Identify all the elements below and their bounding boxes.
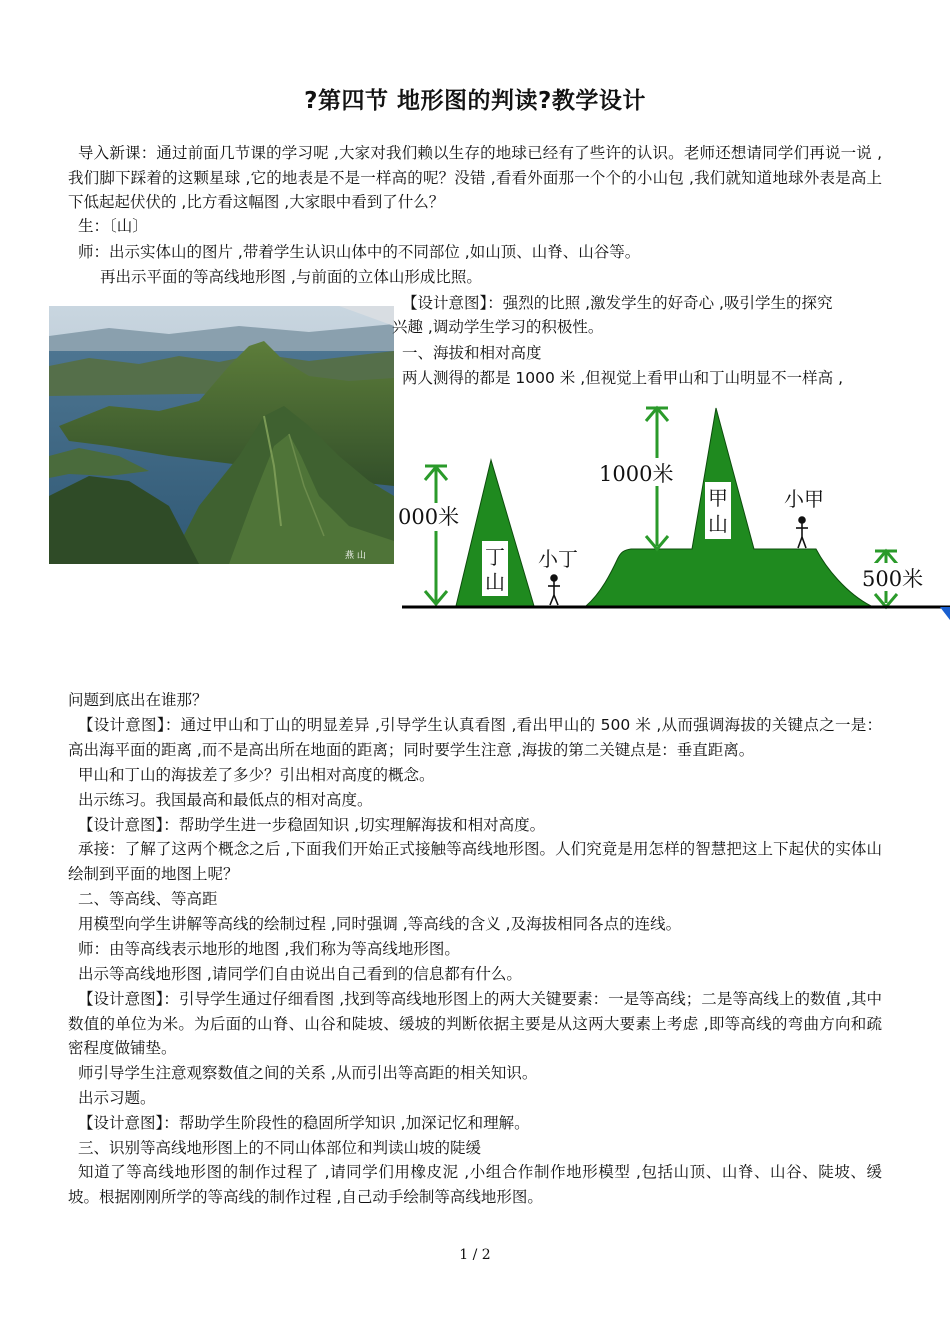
section-heading-2: 二、等高线、等高距 xyxy=(78,890,218,908)
intro-paragraph: 导入新课：通过前面几节课的学习呢 ,大家对我们赖以生存的地球已经有了些许的认识。老师还想请同学们再说一说 ,我们脚下踩着的这颗星球 ,它的地表是不是一样高的呢？没错 ,看看外面那一个个的小山包 ,我们就知道地球外表是高上下低起起伏伏的 ,比方看这幅图 ,大家眼中看到了什么？ xyxy=(68,144,882,211)
xiao-ding-label: 小丁 xyxy=(538,547,578,571)
design-intent-1a: 【设计意图】：强烈的比照 ,激发学生的好奇心 ,吸引学生的探究 xyxy=(402,294,833,312)
teacher-step: 师：出示实体山的图片 ,带着学生认识山体中的不同部位 ,如山顶、山脊、山谷等。 xyxy=(78,243,641,261)
design-intent-3: 【设计意图】：帮助学生进一步稳固知识 ,切实理解海拔和相对高度。 xyxy=(78,816,546,834)
design-intent-4: 【设计意图】：引导学生通过仔细看图 ,找到等高线地形图上的两大关键要素：一是等高线；二是等高线上的数值 ,其中数值的单位为米。为后面的山脊、山谷和陡坡、缓坡的判断依据主要是从这两大要素上考虑 ,即等高线的弯曲方向和疏密程度做铺垫。 xyxy=(68,990,882,1057)
altitude-difference: 甲山和丁山的海拔差了多少？引出相对高度的概念。 xyxy=(78,766,435,784)
exercise-line: 出示习题。 xyxy=(78,1089,156,1107)
middle-height-label: 1000米 xyxy=(599,462,674,486)
transition-paragraph: 承接：了解了这两个概念之后 ,下面我们开始正式接触等高线地形图。人们究竟是用怎样的智慧把这上下起伏的实体山绘制到平面的地图上呢？ xyxy=(68,840,882,883)
right-height-label: 500米 xyxy=(862,567,924,591)
altitude-diagram xyxy=(396,398,950,628)
jia-label-1: 甲 xyxy=(708,486,728,510)
design-intent-2: 【设计意图】：通过甲山和丁山的明显差异 ,引导学生认真看图 ,看出甲山的 500 米 ,从而强调海拔的关键点之一是：高出海平面的距离 ,而不是高出所在地面的距离；同时要学生注意 ,海拔的第二关键点是：垂直距离。 xyxy=(68,716,882,759)
jia-label-2: 山 xyxy=(708,512,728,536)
ding-label-2: 山 xyxy=(485,570,505,594)
xiao-jia-label: 小甲 xyxy=(784,487,824,511)
section-heading-1: 一、海拔和相对高度 xyxy=(402,344,542,362)
teacher-definition: 师：由等高线表示地形的地图 ,我们称为等高线地形图。 xyxy=(78,940,460,958)
xiao-jia-figure xyxy=(796,517,808,548)
guide-interval: 师引导学生注意观察数值之间的关系 ,从而引出等高距的相关知识。 xyxy=(78,1064,538,1082)
measure-statement: 两人测得的都是 1000 米 ,但视觉上看甲山和丁山明显不一样高 , xyxy=(402,369,844,387)
mountain-photo-illustration xyxy=(49,306,394,564)
xiao-ding-figure xyxy=(548,575,560,605)
design-intent-1b: 兴趣 ,调动学生学习的积极性。 xyxy=(392,318,604,336)
mountain-photo xyxy=(49,306,394,564)
show-contour-map: 出示等高线地形图 ,请同学们自由说出自己看到的信息都有什么。 xyxy=(78,965,522,983)
page-number: 1 / 2 xyxy=(459,1247,491,1263)
design-intent-5: 【设计意图】：帮助学生阶段性的稳固所学知识 ,加深记忆和理解。 xyxy=(78,1114,530,1132)
photo-caption: 燕 山 xyxy=(345,551,366,561)
question-line: 问题到底出在谁那？ xyxy=(68,691,208,709)
activity-paragraph: 知道了等高线地形图的制作过程了 ,请同学们用橡皮泥 ,小组合作制作地形模型 ,包括山顶、山脊、山谷、陡坡、缓坡。根据刚刚所学的等高线的制作过程 ,自己动手绘制等高线地形图。 xyxy=(68,1163,882,1206)
document-title: ?第四节 地形图的判读?教学设计 xyxy=(304,88,646,114)
contrast-step: 再出示平面的等高线地形图 ,与前面的立体山形成比照。 xyxy=(100,268,482,286)
ding-label-1: 丁 xyxy=(485,545,505,569)
practice-1: 出示练习。我国最高和最低点的相对高度。 xyxy=(78,791,373,809)
student-answer: 生：〔山〕 xyxy=(78,217,148,235)
left-height-label: 000米 xyxy=(398,505,460,529)
model-explanation: 用模型向学生讲解等高线的绘制过程 ,同时强调 ,等高线的含义 ,及海拔相同各点的连线。 xyxy=(78,915,682,933)
section-heading-3: 三、识别等高线地形图上的不同山体部位和判读山坡的陡缓 xyxy=(78,1139,482,1157)
corner-marker xyxy=(940,607,950,620)
